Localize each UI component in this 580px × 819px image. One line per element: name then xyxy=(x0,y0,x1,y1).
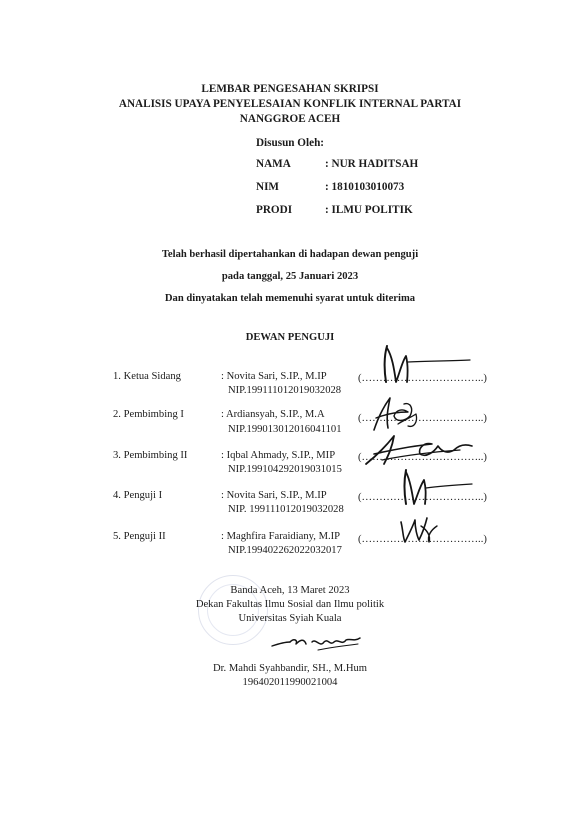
signature-line: (……………………………..) xyxy=(358,452,487,463)
author-prodi-value: : ILMU POLITIK xyxy=(325,204,413,216)
author-name-value: : NUR HADITSAH xyxy=(325,158,419,170)
signature-examiner-4 xyxy=(398,464,478,508)
place-date: Banda Aceh, 13 Maret 2023 xyxy=(230,585,350,596)
signature-line: (……………………………..) xyxy=(358,492,487,503)
signature-examiner-1 xyxy=(378,342,478,388)
examiner-role: 2. Pembimbing I xyxy=(113,409,184,420)
examiner-nip: NIP.199104292019031015 xyxy=(228,464,342,475)
statement-line-2: pada tanggal, 25 Januari 2023 xyxy=(221,271,359,282)
signature-examiner-3 xyxy=(362,430,482,468)
signature-line: (……………………………..) xyxy=(358,373,487,384)
author-nim-label: NIM xyxy=(256,181,279,193)
examiner-nip: NIP. 199111012019032028 xyxy=(228,504,344,515)
signature-examiner-2 xyxy=(368,394,428,434)
dean-name: Dr. Mahdi Syahbandir, SH., M.Hum xyxy=(212,663,368,674)
signature-examiner-5 xyxy=(395,512,445,546)
statement-line-1: Telah berhasil dipertahankan di hadapan dewan penguji xyxy=(161,249,419,260)
board-heading: DEWAN PENGUJI xyxy=(245,332,335,343)
examiner-name: : Ardiansyah, S.IP., M.A xyxy=(221,409,325,420)
signature-line: (……………………………..) xyxy=(358,534,487,545)
thesis-title-line-2: NANGGROE ACEH xyxy=(239,113,341,125)
signature-dean xyxy=(268,630,368,654)
university-name: Universitas Syiah Kuala xyxy=(238,613,342,624)
dean-title: Dekan Fakultas Ilmu Sosial dan Ilmu politik xyxy=(195,599,385,610)
examiner-role: 5. Penguji II xyxy=(113,531,166,542)
examiner-nip: NIP.199111012019032028 xyxy=(228,385,342,396)
dean-nip: 196402011990021004 xyxy=(242,677,338,688)
signature-line: (……………………………..) xyxy=(358,413,487,424)
examiner-name: : Novita Sari, S.IP., M.IP xyxy=(221,490,327,501)
page-title: LEMBAR PENGESAHAN SKRIPSI xyxy=(201,83,379,95)
author-name-label: NAMA xyxy=(256,158,291,170)
examiner-name: : Iqbal Ahmady, S.IP., MIP xyxy=(221,450,336,461)
statement-line-3: Dan dinyatakan telah memenuhi syarat untuk diterima xyxy=(164,293,416,304)
examiner-role: 3. Pembimbing II xyxy=(113,450,188,461)
author-nim-value: : 1810103010073 xyxy=(325,181,405,193)
examiner-role: 4. Penguji I xyxy=(113,490,163,501)
author-prodi-label: PRODI xyxy=(256,204,293,216)
examiner-name: : Maghfira Faraidiany, M.IP xyxy=(221,531,341,542)
thesis-title-line-1: ANALISIS UPAYA PENYELESAIAN KONFLIK INTERNAL PARTAI xyxy=(118,98,462,110)
examiner-role: 1. Ketua Sidang xyxy=(113,371,181,382)
examiner-nip: NIP.199402262022032017 xyxy=(228,545,342,556)
examiner-nip: NIP.199013012016041101 xyxy=(228,424,342,435)
authored-by: Disusun Oleh: xyxy=(255,137,325,149)
examiner-name: : Novita Sari, S.IP., M.IP xyxy=(221,371,327,382)
